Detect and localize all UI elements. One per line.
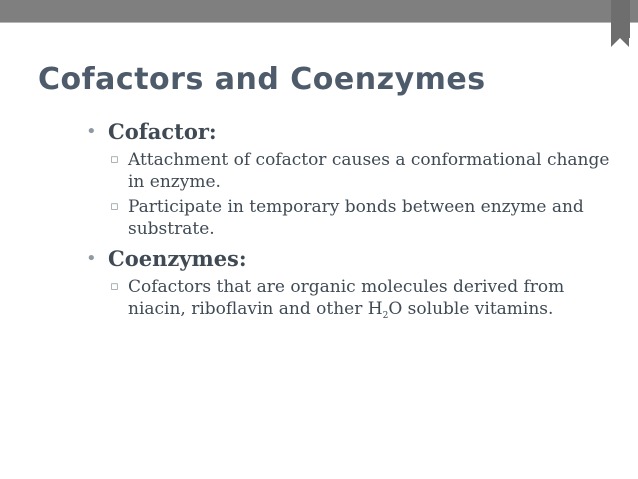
bullet-icon: • bbox=[86, 121, 97, 142]
text-before-subscript: Cofactors that are organic molecules derived from niacin, riboflavin and other H bbox=[128, 277, 565, 319]
bullet-group-coenzymes bbox=[86, 245, 626, 327]
sub-bullet-item bbox=[86, 276, 626, 327]
corner-tab bbox=[611, 0, 630, 38]
sub-bullet-icon: ▫ bbox=[110, 279, 119, 294]
sub-bullet-text: Attachment of cofactor causes a conformational change in enzyme. bbox=[128, 150, 610, 192]
bullet-item bbox=[86, 245, 626, 273]
slide-title: Cofactors and Coenzymes bbox=[38, 62, 486, 97]
bullet-heading: Cofactor: bbox=[108, 119, 217, 144]
bullet-group-cofactor bbox=[86, 118, 626, 240]
sub-bullet-item bbox=[86, 149, 626, 193]
bullet-icon: • bbox=[86, 248, 97, 269]
header-divider bbox=[0, 22, 638, 23]
subscript-digit: 2 bbox=[382, 311, 389, 321]
bullet-item bbox=[86, 118, 626, 146]
sub-bullet-icon: ▫ bbox=[110, 152, 119, 167]
sub-bullet-text: Participate in temporary bonds between enzyme and substrate. bbox=[128, 197, 584, 239]
sub-bullet-text bbox=[128, 277, 564, 319]
sub-bullet-icon: ▫ bbox=[110, 199, 119, 214]
header-bar bbox=[0, 0, 638, 22]
sub-bullet-item bbox=[86, 196, 626, 240]
bullet-heading: Coenzymes: bbox=[108, 246, 247, 271]
slide-body bbox=[86, 118, 626, 332]
text-after-subscript: O soluble vitamins. bbox=[388, 299, 554, 319]
